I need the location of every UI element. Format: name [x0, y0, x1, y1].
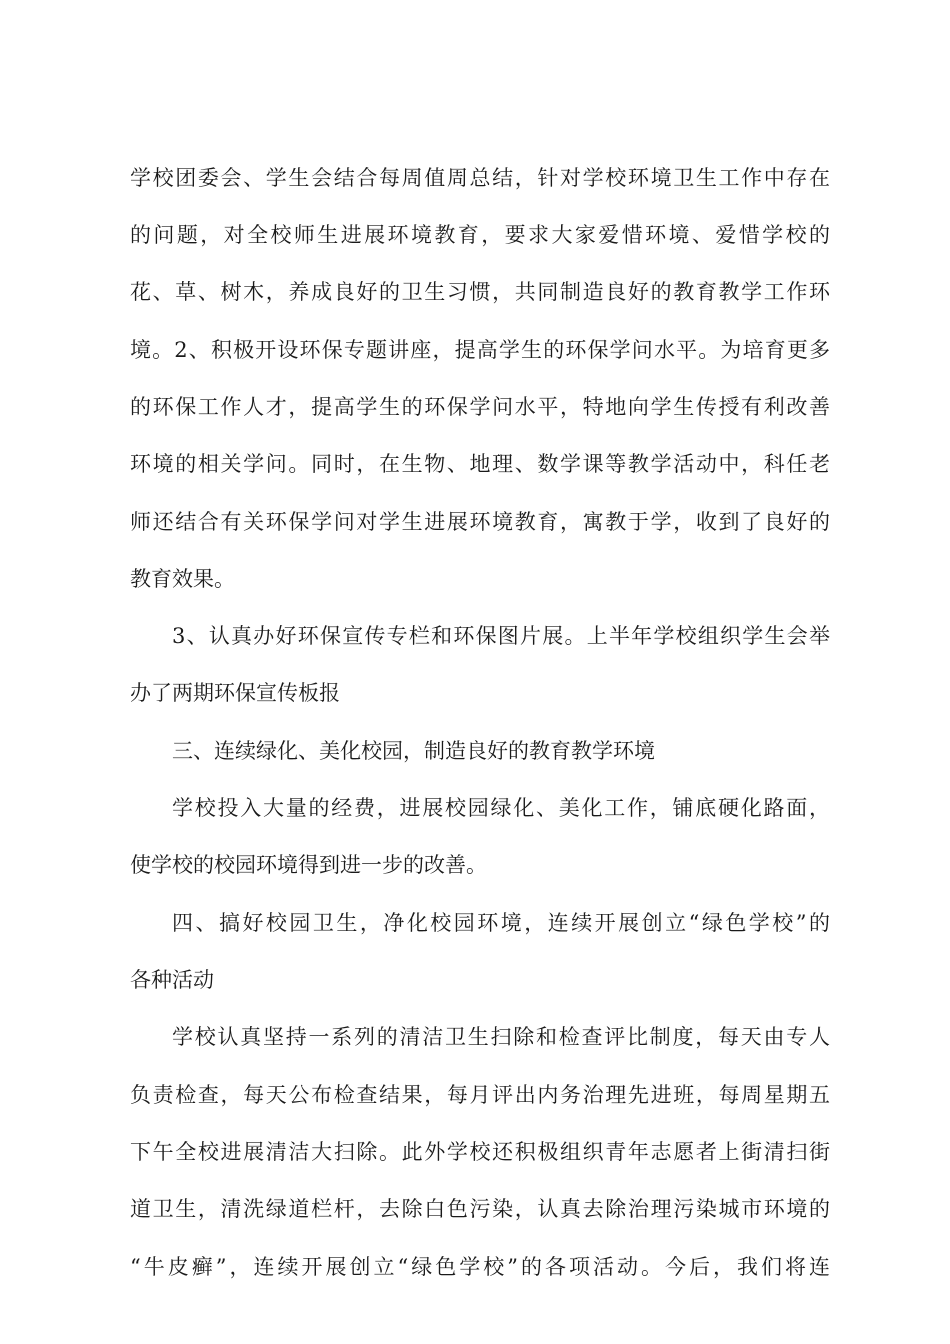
text-line: 花、草、树木，养成良好的卫生习惯，共同制造良好的教育教学工作环 [130, 280, 830, 304]
text-line: 教育效果。 [130, 567, 235, 591]
text-line: 境。2、积极开设环保专题讲座，提高学生的环保学问水平。为培育更多 [130, 338, 830, 362]
text-line: 道卫生，清洗绿道栏杆，去除白色污染，认真去除治理污染城市环境的 [130, 1197, 830, 1221]
section-heading: 四、搞好校园卫生，净化校园环境，连续开展创立“绿色学校”的 [172, 911, 830, 935]
text-line: 师还结合有关环保学问对学生进展环境教育，寓教于学，收到了良好的 [130, 510, 830, 534]
text-line: 办了两期环保宣传板报 [130, 681, 340, 705]
text-line: 学校认真坚持一系列的清洁卫生扫除和检查评比制度，每天由专人 [172, 1025, 830, 1049]
section-heading: 各种活动 [130, 968, 214, 992]
text-line: 的问题，对全校师生进展环境教育，要求大家爱惜环境、爱惜学校的 [130, 223, 830, 247]
text-line: 使学校的校园环境得到进一步的改善。 [130, 853, 487, 877]
text-line: 负责检查，每天公布检查结果，每月评出内务治理先进班，每周星期五 [130, 1083, 830, 1107]
text-line: 3、认真办好环保宣传专栏和环保图片展。上半年学校组织学生会举 [172, 624, 830, 648]
text-line: “牛皮癣”，连续开展创立“绿色学校”的各项活动。今后，我们将连 [130, 1255, 830, 1279]
text-line: 下午全校进展清洁大扫除。此外学校还积极组织青年志愿者上街清扫街 [130, 1140, 830, 1164]
text-line: 的环保工作人才，提高学生的环保学问水平，特地向学生传授有利改善 [130, 395, 830, 419]
text-line: 学校投入大量的经费，进展校园绿化、美化工作，铺底硬化路面， [172, 796, 830, 820]
text-line: 学校团委会、学生会结合每周值周总结，针对学校环境卫生工作中存在 [130, 166, 830, 190]
text-line: 环境的相关学问。同时，在生物、地理、数学课等教学活动中，科任老 [130, 452, 830, 476]
section-heading: 三、连续绿化、美化校园，制造良好的教育教学环境 [172, 739, 655, 763]
